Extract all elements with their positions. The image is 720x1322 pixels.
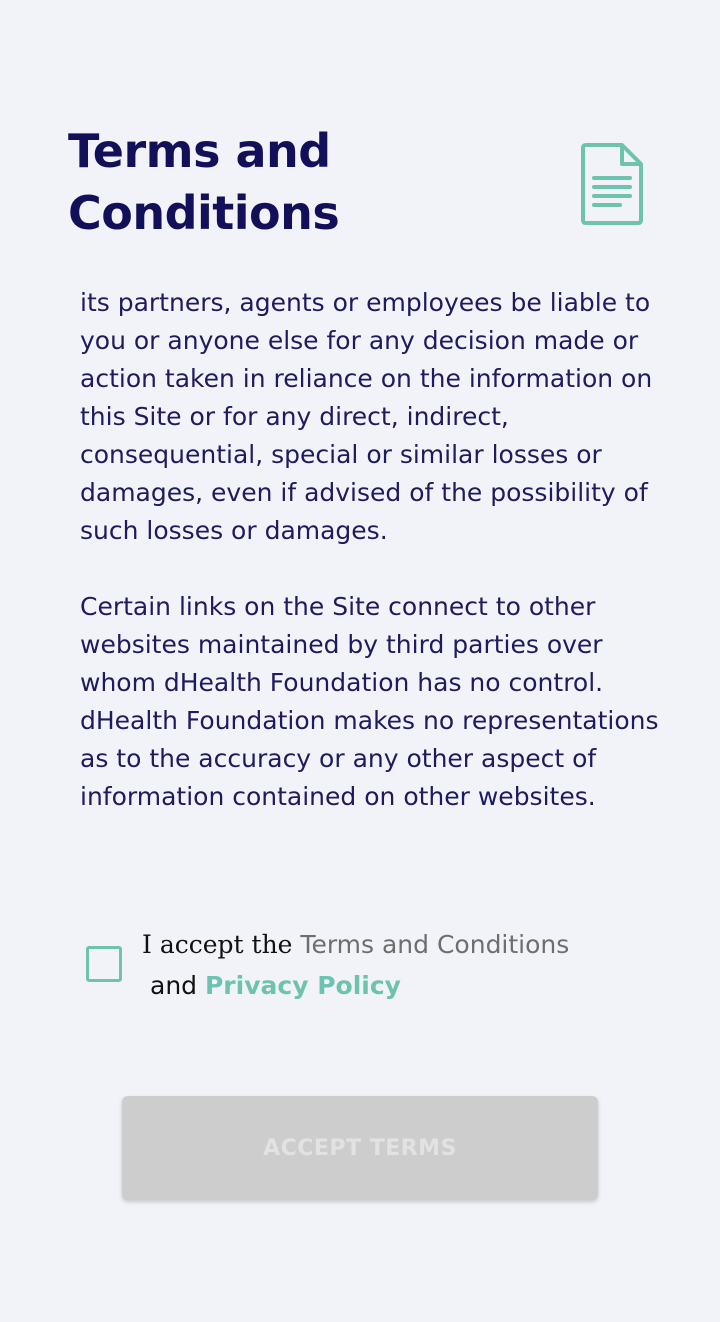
accept-terms-button[interactable]: ACCEPT TERMS	[122, 1096, 598, 1200]
terms-and-conditions-link[interactable]: Terms and Conditions	[300, 930, 570, 959]
privacy-policy-link[interactable]: Privacy Policy	[204, 971, 401, 1000]
terms-paragraph: its partners, agents or employees be liable to you or anyone else for any decision made or action taken in reliance on the information on this Site or for any direct, indirect, consequential, special or similar losses or damages, even if advised of the possibility of such losses or damages.	[80, 288, 653, 545]
terms-paragraph: Certain links on the Site connect to other websites maintained by third parties over whom dHealth Foundation has no control. dHealth Foundation makes no representations as to the accuracy or any other aspect of information contained on other websites.	[80, 592, 659, 811]
document-icon	[580, 142, 644, 226]
accept-terms-label	[142, 924, 662, 1006]
accept-connector: and	[150, 971, 205, 1000]
accept-terms-checkbox[interactable]	[86, 946, 122, 982]
accept-prefix: I accept the	[142, 930, 301, 959]
page-title: Terms and Conditions	[68, 124, 340, 240]
terms-content[interactable]	[80, 284, 660, 816]
